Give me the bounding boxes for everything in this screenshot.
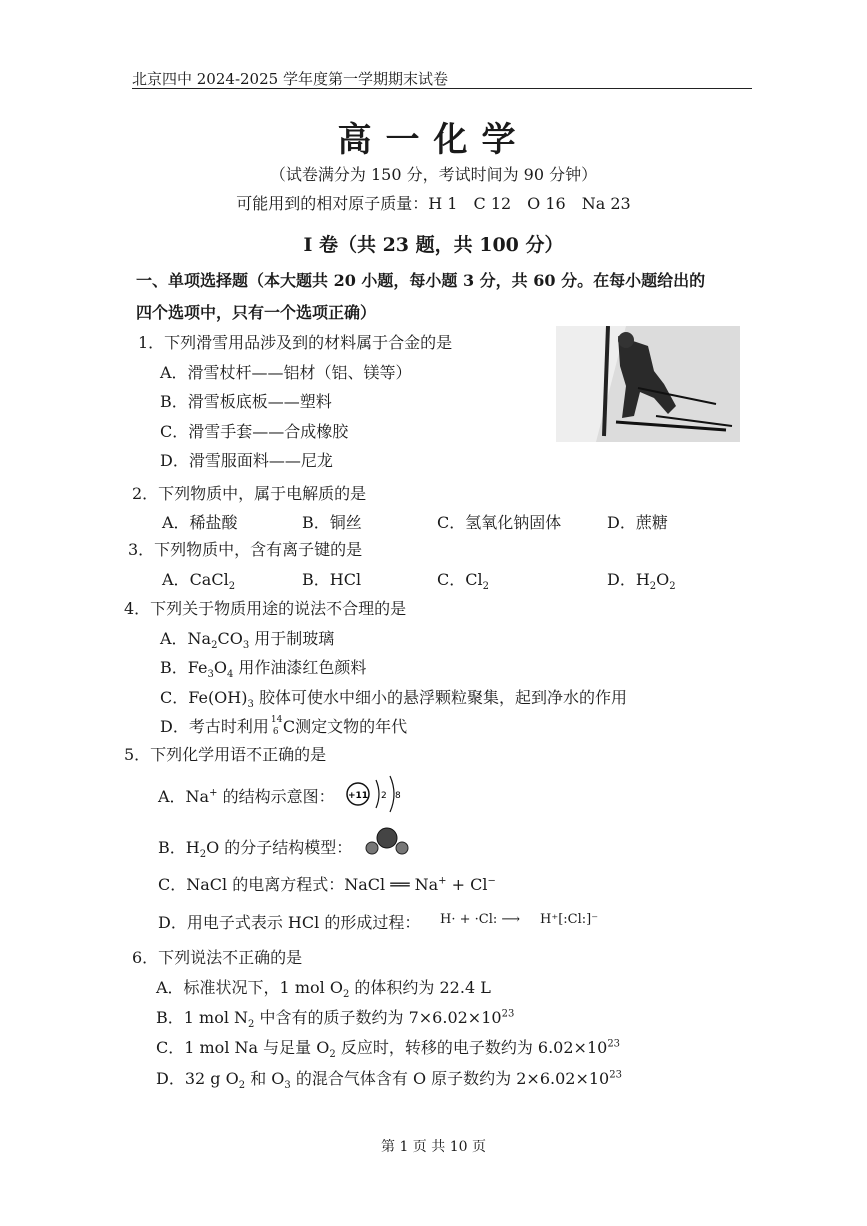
q6-option-d: D．32 g $O_2$ 和 $O_3$ 的混合气体含有 O 原子数约为 $2\times 6.02\times 10^{23}$ bbox=[156, 1069, 622, 1092]
nucleus-label: +11 bbox=[347, 791, 369, 801]
header-rule bbox=[132, 88, 752, 89]
q1-stem: 1．下列滑雪用品涉及到的材料属于合金的是 bbox=[138, 333, 453, 352]
skier-photo bbox=[556, 326, 740, 442]
shell2-electrons: 8 bbox=[395, 791, 401, 801]
q4-option-a: A．$Na_2CO_3$ 用于制玻璃 bbox=[160, 629, 335, 652]
q3-option-b: B．HCl bbox=[302, 570, 362, 589]
page-number: 第 1 页 共 10 页 bbox=[381, 1139, 486, 1155]
atomic-masses: 可能用到的相对原子质量：H 1 C 12 O 16 Na 23 bbox=[236, 194, 631, 213]
q4-stem: 4．下列关于物质用途的说法不合理的是 bbox=[124, 599, 407, 618]
q3-option-a: A．CaCl$_2$ bbox=[162, 570, 236, 593]
q6-stem: 6．下列说法不正确的是 bbox=[132, 948, 303, 967]
q4-option-d: D．考古时利用 14 6 C测定文物的年代 bbox=[160, 714, 408, 737]
hcl-formation-right: H⁺[:Cl:]⁻ bbox=[540, 912, 599, 927]
water-molecule-model bbox=[362, 826, 412, 860]
shell1-electrons: 2 bbox=[381, 791, 387, 801]
q1-option-a: A．滑雪杖杆——铝材（铝、镁等） bbox=[160, 363, 412, 382]
q6-option-c: C．1 mol Na 与足量 $O_2$ 反应时，转移的电子数约为 $6.02\times 10^{23}$ bbox=[156, 1038, 621, 1061]
q3-option-c: C．$Cl_2$ bbox=[437, 570, 489, 593]
exam-header: 北京四中 2024-2025 学年度第一学期期末试卷 bbox=[132, 70, 448, 88]
q2-option-c: C．氢氧化钠固体 bbox=[437, 513, 562, 532]
part-instructions-line1: 一、单项选择题（本大题共 20 小题，每小题 3 分，共 60 分。在每小题给出的 bbox=[136, 271, 706, 290]
q3-stem: 3．下列物质中，含有离子键的是 bbox=[128, 540, 363, 559]
exam-note: （试卷满分为 150 分，考试时间为 90 分钟） bbox=[269, 165, 598, 184]
q5-option-b: B．$H_2O$ 的分子结构模型： bbox=[158, 838, 353, 861]
q2-stem: 2．下列物质中，属于电解质的是 bbox=[132, 484, 367, 503]
q2-option-a: A．稀盐酸 bbox=[162, 513, 238, 532]
q2-option-d: D．蔗糖 bbox=[607, 513, 668, 532]
carbon-14-isotope: 14 6 bbox=[270, 714, 283, 737]
hcl-formation-left: H· + ·Cl: ⟶ bbox=[440, 912, 521, 927]
q3-option-d: D．$H_2O_2$ bbox=[607, 570, 676, 593]
q4-option-b: B．$Fe_3O_4$ 用作油漆红色颜料 bbox=[160, 658, 367, 681]
q6-option-a: A．标准状况下，1 mol $O_2$ 的体积约为 22.4 L bbox=[156, 978, 491, 1001]
skier-illustration bbox=[556, 326, 740, 442]
q6-option-b: B．1 mol $N_2$ 中含有的质子数约为 $7\times 6.02\times 10^{23}$ bbox=[156, 1008, 515, 1031]
sodium-ion-structure-diagram bbox=[344, 774, 408, 814]
section-heading: I 卷（共 23 题，共 100 分） bbox=[303, 234, 564, 256]
q1-option-c: C．滑雪手套——合成橡胶 bbox=[160, 422, 349, 441]
part-instructions-line2: 四个选项中，只有一个选项正确） bbox=[136, 303, 377, 322]
q5-option-d: D．用电子式表示 HCl 的形成过程： bbox=[158, 913, 421, 932]
q1-option-d: D．滑雪服面料——尼龙 bbox=[160, 451, 333, 470]
q5-option-c: C．NaCl 的电离方程式：NaCl ══ Na+ + Cl− bbox=[158, 875, 496, 894]
q1-option-b: B．滑雪板底板——塑料 bbox=[160, 392, 332, 411]
q5-stem: 5．下列化学用语不正确的是 bbox=[124, 745, 327, 764]
q2-option-b: B．铜丝 bbox=[302, 513, 362, 532]
q5-option-a: A．Na+ 的结构示意图： bbox=[158, 787, 335, 806]
page-title: 高一化学 bbox=[337, 120, 530, 160]
q4-option-c: C．$Fe(OH)_3$ 胶体可使水中细小的悬浮颗粒聚集，起到净水的作用 bbox=[160, 688, 627, 711]
